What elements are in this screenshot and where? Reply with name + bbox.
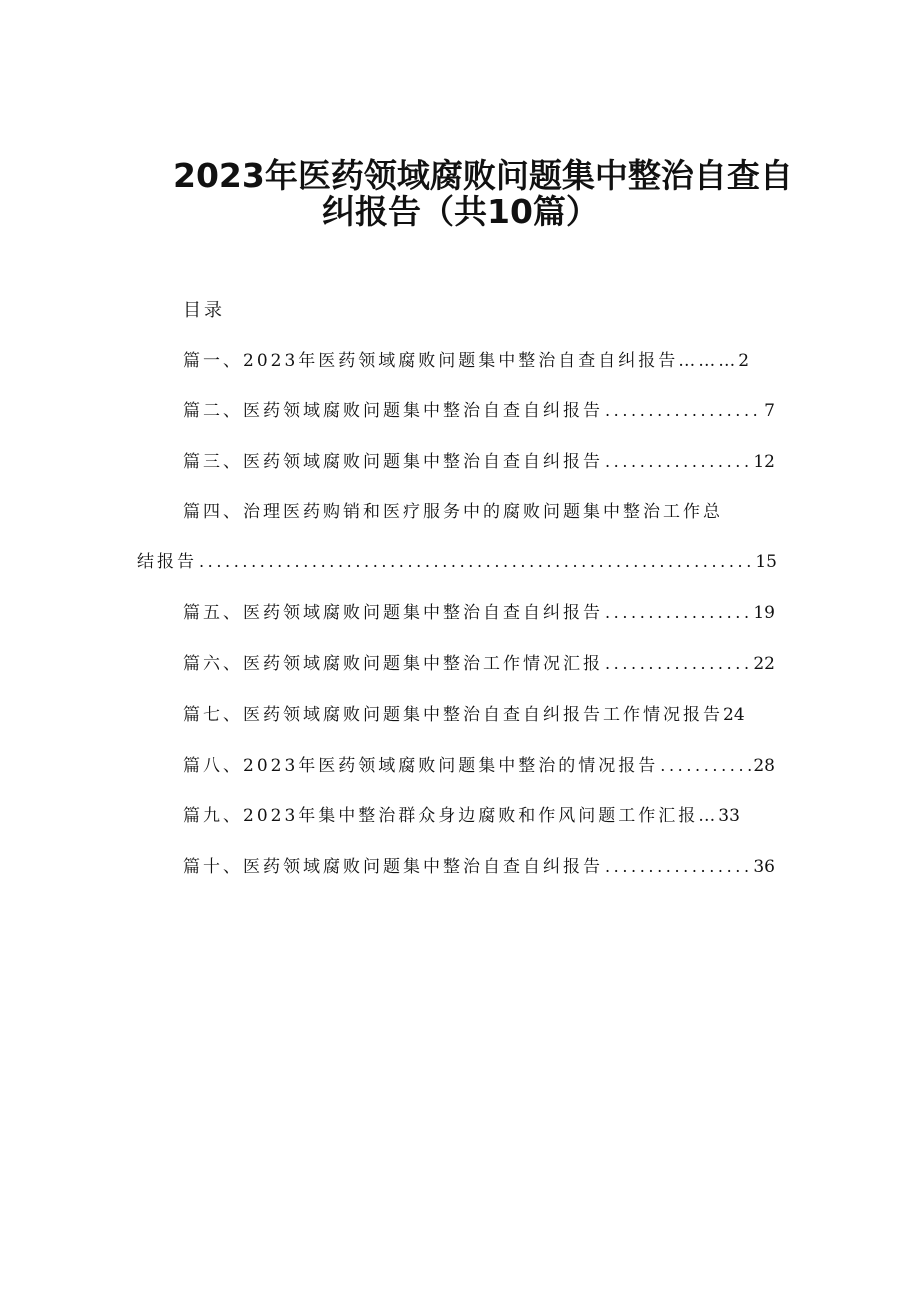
toc-entry-8[interactable] [183,754,775,778]
document-title-line-1: 2023年医药领域腐败问题集中整治自查自 [173,156,793,195]
toc-entry-title: 篇九、2023年集中整治群众身边腐败和作风问题工作汇报… [183,806,719,826]
toc-leader-dots [605,855,751,879]
toc-entry-title: 篇十、医药领域腐败问题集中整治自查自纠报告 [183,857,603,877]
toc-leader-dots [605,399,762,423]
toc-leader-dots [199,550,753,574]
toc-entry-title: 篇三、医药领域腐败问题集中整治自查自纠报告 [183,452,603,472]
toc-entry-page: 19 [753,603,775,623]
toc-entry-title: 篇一、2023年医药领域腐败问题集中整治自查自纠报告……… [183,351,739,371]
toc-leader-dots [660,754,751,778]
toc-entry-title: 篇七、医药领域腐败问题集中整治自查自纠报告工作情况报告 [183,705,723,725]
toc-entry-4-line-1[interactable]: 篇四、治理医药购销和医疗服务中的腐败问题集中整治工作总 [183,502,723,522]
toc-entry-2[interactable] [183,399,775,423]
toc-leader-dots [605,601,751,625]
toc-entry-title: 篇二、医药领域腐败问题集中整治自查自纠报告 [183,401,603,421]
toc-entry-title: 篇八、2023年医药领域腐败问题集中整治的情况报告 [183,756,659,776]
toc-entry-5[interactable] [183,601,775,625]
toc-entry-page: 33 [718,806,740,826]
toc-entry-page: 36 [753,857,775,877]
toc-entry-page: 12 [753,452,775,472]
toc-entry-3[interactable] [183,450,775,474]
toc-entry-1[interactable] [183,349,749,373]
toc-entry-title: 篇五、医药领域腐败问题集中整治自查自纠报告 [183,603,603,623]
toc-entry-page: 28 [753,756,775,776]
toc-entry-9[interactable] [183,804,740,828]
toc-leader-dots [605,652,751,676]
toc-entry-page: 2 [738,351,750,371]
toc-entry-page: 7 [764,401,775,421]
toc-entry-7[interactable] [183,703,745,727]
toc-heading: 目录 [183,300,225,321]
toc-entry-10[interactable] [183,855,775,879]
toc-entry-6[interactable] [183,652,775,676]
toc-entry-title: 结报告 [137,552,197,572]
toc-entry-4[interactable] [137,550,777,574]
document-title-line-2: 纠报告（共10篇） [322,192,599,231]
toc-entry-title: 篇六、医药领域腐败问题集中整治工作情况汇报 [183,654,603,674]
toc-entry-page: 15 [755,552,777,572]
toc-entry-page: 24 [723,705,745,725]
toc-leader-dots [605,450,751,474]
toc-entry-page: 22 [753,654,775,674]
